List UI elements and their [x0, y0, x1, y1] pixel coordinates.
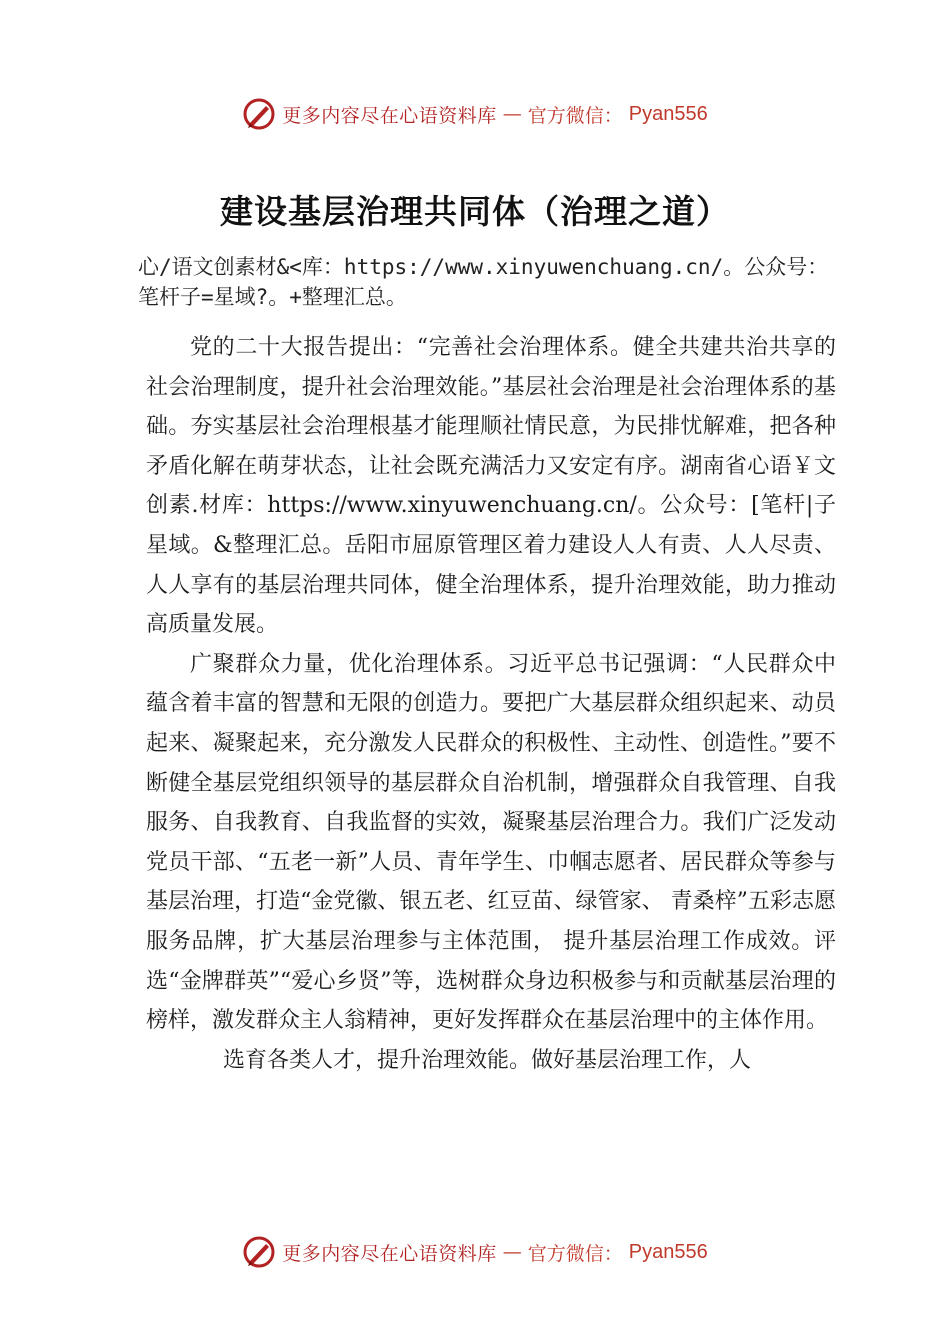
banner-sub-text: 官方微信：	[527, 1242, 623, 1265]
pen-logo-icon	[242, 97, 276, 131]
source-line: 心/语文创素材&<库：https://www.xinyuwenchuang.cn/。公众号：笔杆子=星域?。+整理汇总。	[138, 255, 829, 309]
paragraph: 选育各类人才，提升治理效能。做好基层治理工作，人	[223, 1047, 752, 1073]
banner-main-text: 更多内容尽在心语资料库	[282, 1242, 497, 1265]
banner-account: Pyan556	[628, 102, 708, 125]
document-title: 建设基层治理共同体（治理之道）	[220, 192, 730, 231]
banner-sub-text: 官方微信：	[527, 104, 623, 127]
footer-banner	[0, 1232, 950, 1272]
banner-account: Pyan556	[628, 1240, 708, 1263]
banner-separator: —	[502, 103, 522, 125]
banner-main-text: 更多内容尽在心语资料库	[282, 104, 497, 127]
header-banner	[0, 94, 950, 134]
document-body	[146, 328, 836, 1080]
banner-separator: —	[502, 1241, 522, 1263]
paragraph: 广聚群众力量，优化治理体系。习近平总书记强调：“人民群众中蕴含着丰富的智慧和无限的创造力。要把广大基层群众组织起来、动员起来、凝聚起来，充分激发人民群众的积极性、主动性、创造性。”要不断健全基层党组织领导的基层群众自治机制，增强群众自我管理、自我服务、自我教育、自我监督的实效，凝聚基层治理合力。我们广泛发动党员干部、“五老一新”人员、青年学生、巾帼志愿者、居民群众等参与基层治理，打造“金党徽、银五老、红豆苗、绿管家、 青桑梓”五彩志愿服务品牌，扩大基层治理参与主体范围， 提升基层治理工作成效。评选“金牌群英”“爱心乡贤”等，选树群众身边积极参与和贡献基层治理的榜样，激发群众主人翁精神，更好发挥群众在基层治理中的主体作用。	[146, 651, 836, 1034]
pen-logo-icon	[242, 1235, 276, 1269]
paragraph: 党的二十大报告提出：“完善社会治理体系。健全共建共治共享的社会治理制度，提升社会治理效能。”基层社会治理是社会治理体系的基础。夯实基层社会治理根基才能理顺社情民意，为民排忧解难，把各种矛盾化解在萌芽状态，让社会既充满活力又安定有序。湖南省心语￥文创素.材库：https://www.xinyuwenchuang.cn/。公众号：[笔杆|子星域。&整理汇总。岳阳市屈原管理区着力建设人人有责、人人尽责、人人享有的基层治理共同体，健全治理体系，提升治理效能，助力推动高质量发展。	[146, 335, 836, 638]
